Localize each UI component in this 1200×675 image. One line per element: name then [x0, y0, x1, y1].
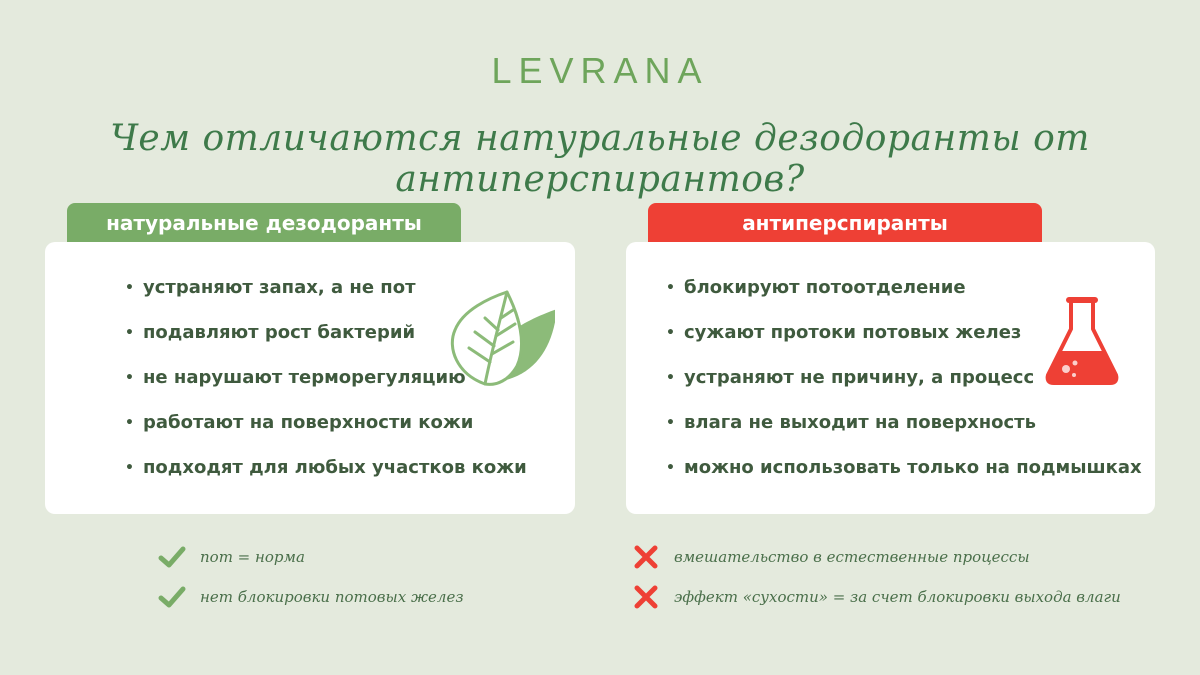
check-icon	[158, 545, 186, 569]
deodorants-heading: натуральные дезодоранты	[67, 203, 461, 243]
list-item: • подавляют рост бактерий	[125, 320, 527, 365]
note-item	[158, 582, 464, 622]
note-item	[158, 542, 464, 582]
list-item: • сужают протоки потовых желез	[666, 320, 1142, 365]
check-icon	[158, 585, 186, 609]
cross-icon	[632, 545, 660, 569]
note-item	[632, 582, 1121, 622]
page-title: Чем отличаются натуральные дезодоранты от антиперспирантов?	[110, 118, 1090, 200]
note-text: эффект «сухости» = за счет блокировки выхода влаги	[674, 588, 1121, 606]
list-item: • не нарушают терморегуляцию	[125, 365, 527, 410]
note-text: пот = норма	[200, 548, 305, 566]
list-item: • устраняют не причину, а процесс	[666, 365, 1142, 410]
antiperspirants-notes	[632, 542, 1121, 622]
list-item: • можно использовать только на подмышках	[666, 455, 1142, 500]
antiperspirants-card	[626, 242, 1155, 514]
brand-logo: LEVRANA	[491, 50, 709, 91]
list-item: • блокируют потоотделение	[666, 275, 1142, 320]
leaf-icon	[445, 290, 555, 390]
deodorants-notes	[158, 542, 464, 622]
list-item: • подходят для любых участков кожи	[125, 455, 527, 500]
list-item: • устраняют запах, а не пот	[125, 275, 527, 320]
flask-icon	[1044, 295, 1120, 387]
deodorants-card	[45, 242, 575, 514]
antiperspirants-heading: антиперспиранты	[648, 203, 1042, 243]
cross-icon	[632, 585, 660, 609]
list-item: • влага не выходит на поверхность	[666, 410, 1142, 455]
note-text: нет блокировки потовых желез	[200, 588, 464, 606]
list-item: • работают на поверхности кожи	[125, 410, 527, 455]
note-item	[632, 542, 1121, 582]
note-text: вмешательство в естественные процессы	[674, 548, 1030, 566]
